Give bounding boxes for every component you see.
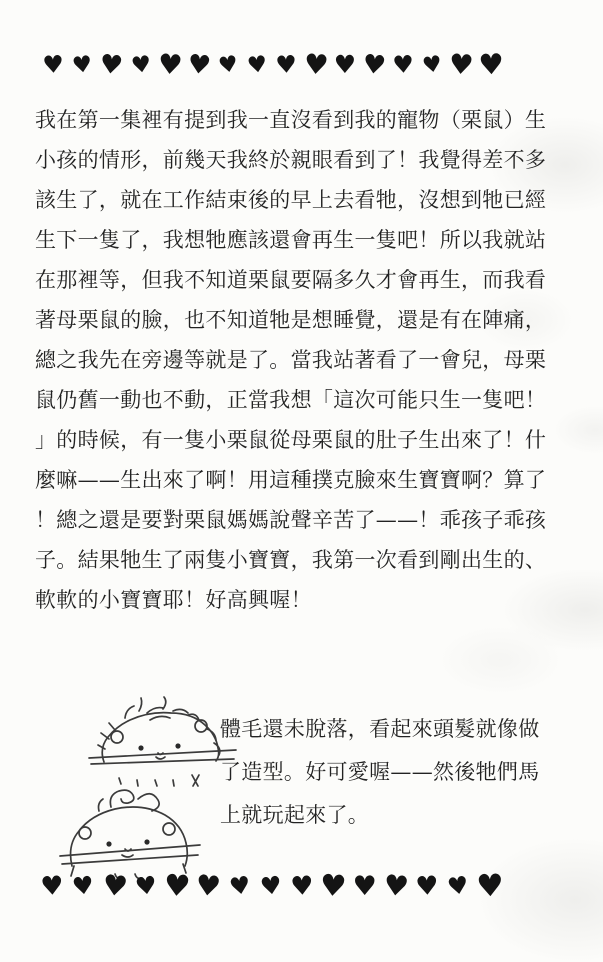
heart-icon: ♥ xyxy=(333,49,357,79)
heart-icon: ♥ xyxy=(194,868,223,904)
heart-icon: ♥ xyxy=(391,49,415,79)
text-line: 總之我先在旁邊等就是了。當我站著看了一會兒，母栗 xyxy=(35,348,547,372)
text-line: 體毛還未脫落，看起來頭髮就像做 xyxy=(220,717,540,741)
heart-icon: ♥ xyxy=(448,47,476,81)
main-paragraph xyxy=(35,100,571,620)
heart-icon: ♥ xyxy=(70,870,96,902)
text-line: 著母栗鼠的臉，也不知道牠是想睡覺，還是有在陣痛， xyxy=(35,308,547,332)
heart-icon: ♥ xyxy=(258,870,284,902)
heart-icon: ♥ xyxy=(129,49,153,79)
heart-icon: ♥ xyxy=(477,47,505,81)
text-line: 」的時候，有一隻小栗鼠從母栗鼠的肚子生出來了！什 xyxy=(35,428,547,452)
heart-icon: ♥ xyxy=(302,47,330,81)
bottom-hearts-border xyxy=(39,866,505,906)
heart-icon: ♥ xyxy=(275,49,299,79)
heart-icon: ♥ xyxy=(289,870,315,902)
heart-icon: ♥ xyxy=(98,47,125,81)
text-line: 上就玩起來了。 xyxy=(220,803,370,827)
text-line: 了造型。好可愛喔——然後牠們馬 xyxy=(220,760,540,784)
top-hearts-border xyxy=(41,46,505,82)
heart-icon: ♥ xyxy=(445,870,472,902)
heart-icon: ♥ xyxy=(227,870,253,902)
heart-icon: ♥ xyxy=(70,49,94,79)
text-line: 子。結果牠生了兩隻小寶寶，我第一次看到剛出生的、 xyxy=(35,548,547,572)
heart-icon: ♥ xyxy=(352,870,377,902)
heart-icon: ♥ xyxy=(420,49,445,79)
heart-icon: ♥ xyxy=(216,49,240,79)
text-line: 該生了，就在工作結束後的早上去看牠，沒想到牠已經 xyxy=(35,188,547,212)
text-line: ！總之還是要對栗鼠媽媽說聲辛苦了——！乖孩子乖孩 xyxy=(35,508,547,532)
heart-icon: ♥ xyxy=(133,870,159,902)
text-line: 軟軟的小寶寶耶！好高興喔！ xyxy=(35,588,312,612)
text-line: 鼠仍舊一動也不動，正當我想「這次可能只生一隻吧！ xyxy=(35,388,547,412)
heart-icon: ♥ xyxy=(100,868,129,904)
heart-icon: ♥ xyxy=(319,868,348,904)
text-line: 我在第一集裡有提到我一直沒看到我的寵物（栗鼠）生 xyxy=(35,108,547,132)
heart-icon: ♥ xyxy=(245,49,270,79)
hamster-doodle-fluffy-icon xyxy=(88,696,238,796)
heart-icon: ♥ xyxy=(360,47,388,81)
heart-icon: ♥ xyxy=(475,867,505,905)
text-line: 在那裡等，但我不知道栗鼠要隔多久才會再生，而我看 xyxy=(35,268,547,292)
heart-icon: ♥ xyxy=(162,868,192,904)
text-line: 麼嘛——生出來了啊！用這種撲克臉來生寶寶啊？算了 xyxy=(35,468,547,492)
caption-paragraph xyxy=(220,708,540,837)
text-line: 小孩的情形，前幾天我終於親眼看到了！我覺得差不多 xyxy=(35,148,547,172)
heart-icon: ♥ xyxy=(156,47,184,81)
text-line: 生下一隻了，我想牠應該還會再生一隻吧！所以我就站 xyxy=(35,228,547,252)
heart-icon: ♥ xyxy=(381,868,411,904)
heart-icon: ♥ xyxy=(185,47,213,81)
heart-icon: ♥ xyxy=(39,870,65,902)
heart-icon: ♥ xyxy=(41,49,65,79)
heart-icon: ♥ xyxy=(414,870,440,902)
